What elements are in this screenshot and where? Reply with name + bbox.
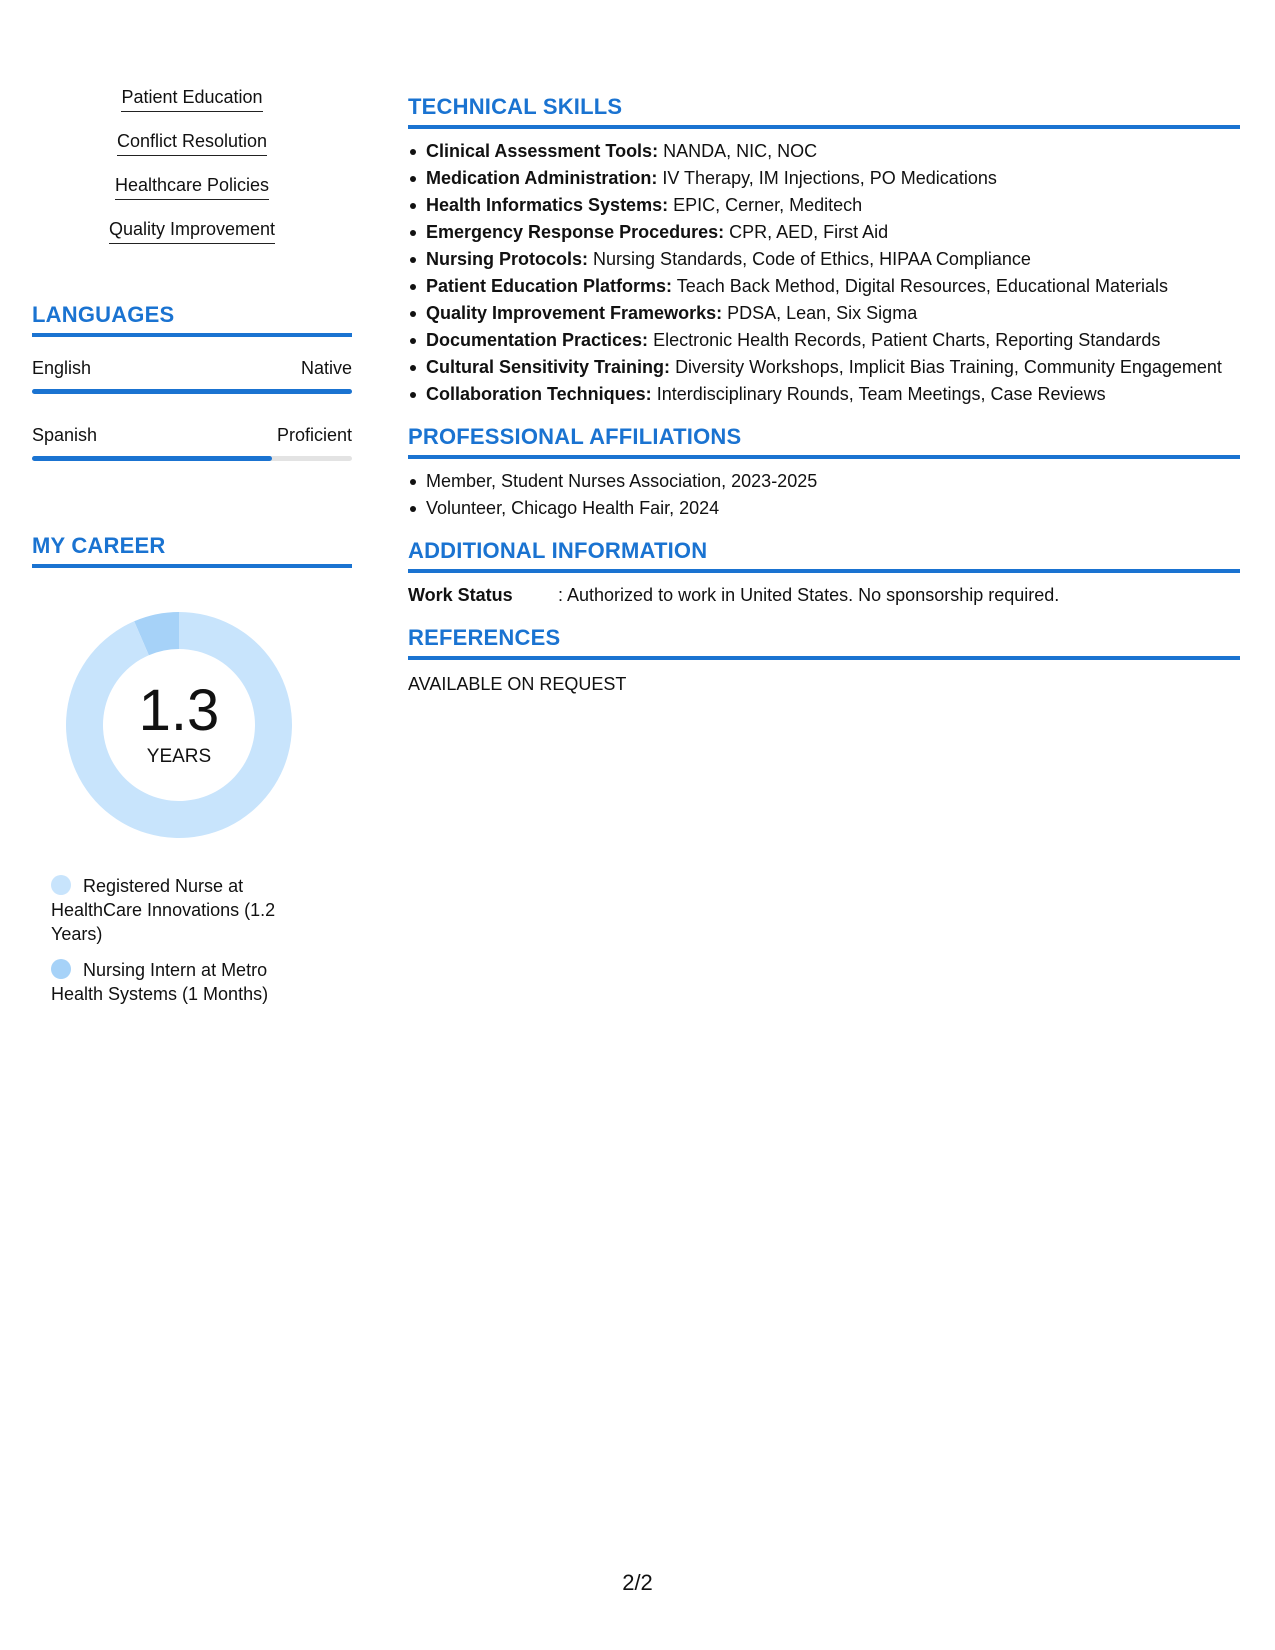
list-item xyxy=(408,328,1240,352)
skill-label: Documentation Practices: xyxy=(426,330,649,350)
list-item xyxy=(408,382,1240,406)
skill-tag-list xyxy=(32,86,352,262)
page-number: 2/2 xyxy=(622,1570,653,1595)
skill-value: EPIC, Cerner, Meditech xyxy=(673,195,863,215)
language-bar xyxy=(32,456,352,461)
list-item: Member, Student Nurses Association, 2023-2025 xyxy=(408,469,1240,493)
section-divider xyxy=(32,564,352,568)
skill-value: Electronic Health Records, Patient Charts, Reporting Standards xyxy=(653,330,1161,350)
list-item xyxy=(408,247,1240,271)
language-item xyxy=(32,357,352,394)
list-item: Volunteer, Chicago Health Fair, 2024 xyxy=(408,496,1240,520)
section-divider xyxy=(408,569,1240,573)
sidebar xyxy=(32,86,352,1018)
technical-skills-list xyxy=(408,139,1240,406)
skill-value: PDSA, Lean, Six Sigma xyxy=(727,303,918,323)
skill-label: Quality Improvement Frameworks: xyxy=(426,303,723,323)
skill-value: Nursing Standards, Code of Ethics, HIPAA Compliance xyxy=(593,249,1031,269)
career-legend xyxy=(51,874,301,1006)
skill-value: NANDA, NIC, NOC xyxy=(663,141,818,161)
work-status-row xyxy=(408,583,1240,607)
language-item xyxy=(32,424,352,461)
skill-value: Diversity Workshops, Implicit Bias Training, Community Engagement xyxy=(675,357,1222,377)
languages-title: LANGUAGES xyxy=(32,302,175,327)
list-item xyxy=(408,220,1240,244)
additional-info-section xyxy=(408,538,1240,607)
section-divider xyxy=(408,656,1240,660)
legend-label: Nursing Intern at Metro Health Systems (1 Months) xyxy=(51,960,269,1004)
language-level: Native xyxy=(300,358,352,378)
language-bar xyxy=(32,389,352,394)
skill-label: Collaboration Techniques: xyxy=(426,384,652,404)
additional-info-title: ADDITIONAL INFORMATION xyxy=(408,538,708,563)
technical-skills-title: TECHNICAL SKILLS xyxy=(408,94,623,119)
skill-value: IV Therapy, IM Injections, PO Medications xyxy=(662,168,997,188)
language-level: Proficient xyxy=(276,425,352,445)
skill-tag: Patient Education xyxy=(121,86,262,112)
skill-value: CPR, AED, First Aid xyxy=(729,222,889,242)
work-status-label: Work Status xyxy=(408,585,513,605)
legend-dot xyxy=(51,959,71,979)
legend-label: Registered Nurse at HealthCare Innovations (1.2 Years) xyxy=(51,876,276,944)
list-item xyxy=(408,166,1240,190)
references-text: AVAILABLE ON REQUEST xyxy=(408,674,627,694)
section-divider xyxy=(408,455,1240,459)
skill-label: Health Informatics Systems: xyxy=(426,195,669,215)
skill-value: Teach Back Method, Digital Resources, Educational Materials xyxy=(676,276,1168,296)
affiliations-list xyxy=(408,469,1240,520)
skill-tag: Healthcare Policies xyxy=(115,174,269,200)
skill-label: Patient Education Platforms: xyxy=(426,276,673,296)
language-bar-fill xyxy=(32,456,272,461)
list-item xyxy=(408,355,1240,379)
legend-item xyxy=(51,958,301,1006)
work-status-value: : Authorized to work in United States. No sponsorship required. xyxy=(558,585,1060,605)
references-title: REFERENCES xyxy=(408,625,561,650)
skill-value: Interdisciplinary Rounds, Team Meetings, Case Reviews xyxy=(656,384,1106,404)
career-title: MY CAREER xyxy=(32,533,166,558)
list-item xyxy=(408,193,1240,217)
legend-item xyxy=(51,874,301,946)
language-name: English xyxy=(32,358,92,378)
language-bar-fill xyxy=(32,389,352,394)
donut-center xyxy=(66,612,292,838)
skill-tag: Quality Improvement xyxy=(109,218,275,244)
career-donut-chart xyxy=(66,612,292,838)
list-item xyxy=(408,274,1240,298)
technical-skills-section xyxy=(408,94,1240,406)
skill-tag: Conflict Resolution xyxy=(117,130,267,156)
career-total-value: 1.3 xyxy=(138,678,220,743)
career-section xyxy=(32,533,352,1006)
section-divider xyxy=(408,125,1240,129)
career-total-unit: YEARS xyxy=(146,746,212,767)
main-content xyxy=(408,94,1240,696)
references-section xyxy=(408,625,1240,696)
legend-dot xyxy=(51,875,71,895)
affiliations-title: PROFESSIONAL AFFILIATIONS xyxy=(408,424,742,449)
skill-label: Clinical Assessment Tools: xyxy=(426,141,659,161)
list-item xyxy=(408,139,1240,163)
section-divider xyxy=(32,333,352,337)
skill-label: Nursing Protocols: xyxy=(426,249,589,269)
language-name: Spanish xyxy=(32,425,98,445)
list-item xyxy=(408,301,1240,325)
affiliations-section xyxy=(408,424,1240,520)
skill-label: Emergency Response Procedures: xyxy=(426,222,725,242)
skill-label: Medication Administration: xyxy=(426,168,658,188)
languages-section xyxy=(32,302,352,461)
skill-label: Cultural Sensitivity Training: xyxy=(426,357,671,377)
